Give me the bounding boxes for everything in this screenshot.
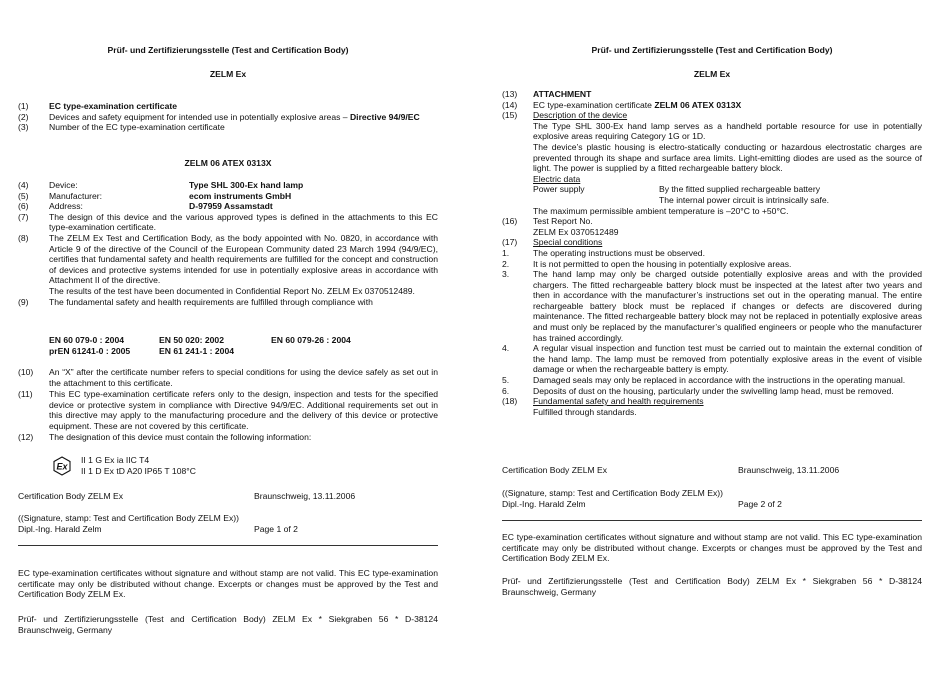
item-1: (1) EC type-examination certificate xyxy=(18,101,177,111)
ambient-temperature: The maximum permissible ambient temperature is –20°C to +50°C. xyxy=(533,205,789,216)
condition-4: 4. A regular visual inspection and function test must be carried out to maintain the external condition of the hand lamp. The lamp must be removed from potentially explosive areas in the event of visible damage or when the rechargeable battery is empty. xyxy=(502,343,922,375)
signature-row: Certification Body ZELM Ex Braunschweig, 13.11.2006 xyxy=(18,491,356,501)
item-8: (8) The ZELM Ex Test and Certification Body, as the body appointed with No. 0820, in accordance with Article 9 of the directive of the Council of the European Community dated 23 March 1994 (94/9/EC), certifies that fundamental safety and health requirements are fulfilled for the concept and construction of devices and protective systems intended for use in potentially explosive areas in accordance with Attachment II of the directive. The results of the test have been documented in Confidential Report No. ZELM Ex 0370512489. xyxy=(18,232,438,296)
footer-address: Prüf- und Zertifizierungsstelle (Test and Certification Body) ZELM Ex * Siekgraben 56 * D-38124 Braunschweig, Germany xyxy=(18,614,438,635)
condition-3: 3. The hand lamp may only be charged outside potentially explosive areas and with the provided chargers. The fitted rechargeable battery block must be inspected at the latest after two years and then in accordance with the manufacturer’s instructions set out in the operating manual. The entire rechargeable battery block must be replaced if changes or defects are discovered during maintenance. The fitted rechargeable battery block may not be replaced in potentially explosive areas and must only be replaced by the manufacturer’s qualified engineers or people who the manufacturer has trained accordingly. xyxy=(502,269,922,343)
item-13: (13) ATTACHMENT xyxy=(502,89,592,99)
device-description-2: The device’s plastic housing is electro-statically conducting or hazardous electrostatic charges are prevented through its shape and surface area limits. Light-emitting diodes are used as the source of light. The power is supplied by a fitted rechargeable battery block. xyxy=(533,141,922,174)
certificate-page-1 xyxy=(18,0,438,674)
footer-validity-note: EC type-examination certificates without signature and without stamp are not valid. This EC type-examination certificate may only be distributed without change. Excerpts or changes must be approved by the Test and Certification Body ZELM Ex. xyxy=(502,532,922,564)
signature-stamp: ((Signature, stamp: Test and Certification Body ZELM Ex)) xyxy=(502,488,723,498)
item-16: (16) Test Report No. ZELM Ex 0370512489 xyxy=(502,216,619,237)
footer-validity-note: EC type-examination certificates without signature and without stamp are not valid. This EC type-examination certificate may only be distributed without change. Excerpts or changes must be approved by the Test and Certification Body ZELM Ex. xyxy=(18,568,438,600)
item-2: (2) Devices and safety equipment for intended use in potentially explosive areas – Directive 94/9/EC xyxy=(18,111,420,122)
item-11: (11) This EC type-examination certificate refers only to the design, inspection and tests for the specified device or protective system in compliance with Directive 94/9/EC. Additional requirements set out in this directive may apply to the manufacturing procedure and the delivery of this device or protective equipment. These are not covered by this certificate. xyxy=(18,389,438,431)
body-name: ZELM Ex xyxy=(693,69,731,79)
power-supply-row: Power supply By the fitted supplied rechargeable battery xyxy=(533,184,820,195)
item-17: (17) Special conditions xyxy=(502,237,603,248)
footer-address: Prüf- und Zertifizierungsstelle (Test and Certification Body) ZELM Ex * Siekgraben 56 * D-38124 Braunschweig, Germany xyxy=(502,576,922,597)
signature-row: Certification Body ZELM Ex Braunschweig, 13.11.2006 xyxy=(502,465,840,475)
item-3: (3) Number of the EC type-examination certificate xyxy=(18,122,225,133)
item-9: (9) The fundamental safety and health requirements are fulfilled through compliance with xyxy=(18,296,373,307)
ex-marking-lines: II 1 G Ex ia IIC T4 II 1 D Ex tD A20 IP65 T 108°C xyxy=(81,455,196,476)
power-supply-note: The internal power circuit is intrinsically safe. xyxy=(659,194,830,205)
page-header: Prüf- und Zertifizierungsstelle (Test and Certification Body) xyxy=(107,45,349,55)
certificate-page-2 xyxy=(502,0,922,674)
attachment-content xyxy=(502,89,922,417)
ex-marking xyxy=(52,455,196,476)
item-18: (18) Fundamental safety and health requirements Fulfilled through standards. xyxy=(502,396,704,417)
device-row: (4) Device: Type SHL 300-Ex hand lamp xyxy=(18,180,304,190)
standards-row: prEN 61241-0 : 2005 EN 61 241-1 : 2004 xyxy=(49,345,235,356)
page-number: Page 1 of 2 xyxy=(254,524,298,534)
signature-name-row: Dipl.-Ing. Harald Zelm Page 2 of 2 xyxy=(502,499,782,509)
page-header: Prüf- und Zertifizierungsstelle (Test and Certification Body) xyxy=(591,45,833,55)
standards-row: EN 60 079-0 : 2004 EN 50 020: 2002 EN 60 079-26 : 2004 xyxy=(49,335,351,345)
condition-6: 6. Deposits of dust on the housing, particularly under the swivelling lamp head, must be removed. xyxy=(502,385,894,396)
items-1-3 xyxy=(18,101,438,133)
condition-2: 2. It is not permitted to open the housing in potentially explosive areas. xyxy=(502,258,792,269)
device-description-1: The Type SHL 300-Ex hand lamp serves as a handheld portable resource for use in potentially explosive areas requiring Category 1G or 1D. xyxy=(533,120,922,142)
condition-1: 1. The operating instructions must be observed. xyxy=(502,247,705,258)
svg-text:Ex: Ex xyxy=(56,461,68,472)
page-number: Page 2 of 2 xyxy=(738,499,782,509)
standards-list xyxy=(49,335,438,356)
address-row: (6) Address: D-97959 Assamstadt xyxy=(18,201,273,212)
item-15: (15) Description of the device xyxy=(502,110,628,121)
item-14: (14) EC type-examination certificate ZELM 06 ATEX 0313X xyxy=(502,99,742,110)
ex-hexagon-icon xyxy=(52,456,72,476)
device-details xyxy=(18,180,438,307)
item-7: (7) The design of this device and the various approved types is defined in the attachments to this EC type-examination certificate. xyxy=(18,211,438,233)
item-12: (12) The designation of this device must contain the following information: xyxy=(18,431,312,442)
footer-divider xyxy=(502,520,922,521)
body-name: ZELM Ex xyxy=(209,69,247,79)
signature-name-row: Dipl.-Ing. Harald Zelm Page 1 of 2 xyxy=(18,524,298,534)
certificate-number: ZELM 06 ATEX 0313X xyxy=(184,158,272,168)
electric-data-title: Electric data xyxy=(533,173,581,184)
condition-5: 5. Damaged seals may only be replaced in accordance with the instructions in the operating manual. xyxy=(502,375,906,386)
manufacturer-row: (5) Manufacturer: ecom instruments GmbH xyxy=(18,190,292,201)
items-10-12 xyxy=(18,367,438,442)
signature-stamp: ((Signature, stamp: Test and Certification Body ZELM Ex)) xyxy=(18,513,239,523)
item-10: (10) An “X” after the certificate number refers to special conditions for using the device safely as set out in the attachment to this certificate. xyxy=(18,367,438,388)
footer-divider xyxy=(18,545,438,546)
